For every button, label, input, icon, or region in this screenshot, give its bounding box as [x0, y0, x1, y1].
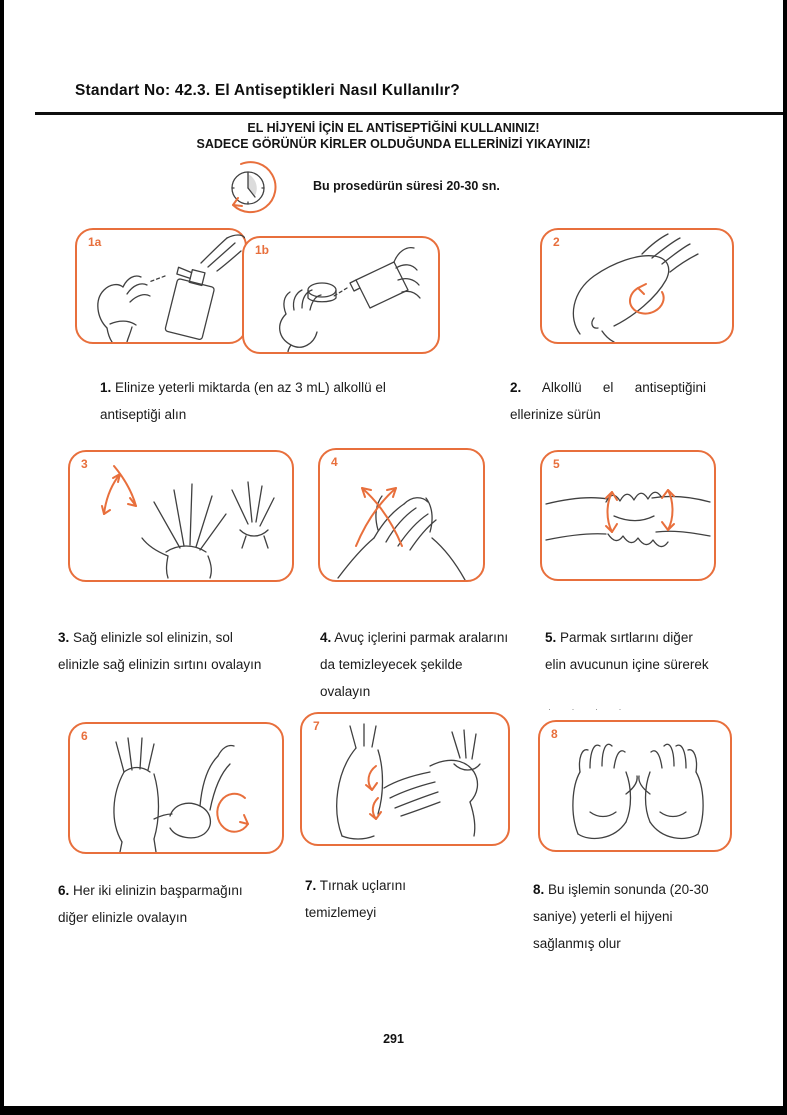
panel-label: 3: [81, 457, 88, 471]
step-number: 8.: [533, 882, 545, 897]
step-text: Avuç içlerini parmak aralarını da temizleyecek şekilde ovalayın: [320, 630, 509, 699]
step-number: 5.: [545, 630, 557, 645]
step-text: Her iki elinizin başparmağını diğer elinizle ovalayın: [58, 883, 243, 925]
step-text: Alkollü el antiseptiğini ellerinize sürün: [510, 380, 706, 422]
panel-5: [540, 450, 716, 581]
page-border-right: [783, 0, 787, 1115]
panel-label: 1a: [88, 235, 102, 249]
step-number: 2.: [510, 380, 522, 395]
step-7-text: [305, 872, 465, 926]
panel-label: 4: [331, 455, 338, 469]
page-border-bottom: [0, 1106, 787, 1115]
step-4-text: [320, 624, 510, 705]
panel-label: 8: [551, 727, 558, 741]
duration-note: Bu prosedürün süresi 20-30 sn.: [313, 179, 500, 193]
step-number: 4.: [320, 630, 332, 645]
step-text: Elinize yeterli miktarda (en az 3 mL) alkollü el antiseptiği alın: [100, 380, 386, 422]
panel-1b: [242, 236, 440, 354]
hands-illustration-5: [542, 452, 714, 579]
panel-7: [300, 712, 510, 846]
panel-2: [540, 228, 734, 344]
step-5-text: [545, 624, 710, 678]
page-number: 291: [383, 1032, 404, 1046]
step-3-text: [58, 624, 273, 678]
step-2-text: [510, 374, 706, 428]
panel-4: [318, 448, 485, 582]
hands-illustration-4: [320, 450, 483, 580]
hands-illustration-3: [70, 452, 292, 580]
panel-8: [538, 720, 732, 852]
step-text: Sağ elinizle sol elinizin, sol elinizle sağ elinizin sırtını ovalayın: [58, 630, 262, 672]
panel-3: [68, 450, 294, 582]
step-6-text: [58, 877, 258, 931]
panel-label: 7: [313, 719, 320, 733]
step-8-text: [533, 876, 713, 957]
page-border-left: [0, 0, 4, 1115]
step-number: 1.: [100, 380, 112, 395]
panel-label: 2: [553, 235, 560, 249]
step-number: 7.: [305, 878, 317, 893]
panel-label: 5: [553, 457, 560, 471]
title-rule: [35, 112, 783, 115]
clock-icon: [220, 158, 284, 218]
step-5-clipped-text: · · · ·: [548, 704, 631, 714]
hands-illustration-8: [540, 722, 730, 850]
page-title: Standart No: 42.3. El Antiseptikleri Nasıl Kullanılır?: [75, 82, 460, 99]
notice-line-2: SADECE GÖRÜNÜR KİRLER OLDUĞUNDA ELLERİNİZİ YIKAYINIZ!: [196, 137, 591, 151]
hands-illustration-1b: [244, 238, 438, 352]
panel-label: 1b: [255, 243, 270, 257]
hands-illustration-2: [542, 230, 732, 342]
step-text: Parmak sırtlarını diğer elin avucunun içine sürerek: [545, 630, 709, 672]
step-1-text: [100, 374, 410, 428]
step-text: Bu işlemin sonunda (20-30 saniye) yeterli el hijyeni sağlanmış olur: [533, 882, 709, 951]
hands-illustration-7: [302, 714, 508, 844]
notice-line-1: EL HİJYENİ İÇİN EL ANTİSEPTİĞİNİ KULLANINIZ!: [247, 121, 540, 135]
panel-1a: [75, 228, 247, 344]
hands-illustration-6: [70, 724, 282, 852]
step-number: 6.: [58, 883, 70, 898]
hands-illustration-1a: [77, 230, 245, 342]
panel-6: [68, 722, 284, 854]
panel-label: 6: [81, 729, 88, 743]
step-number: 3.: [58, 630, 70, 645]
step-text: Tırnak uçlarını temizlemeyi: [305, 878, 407, 920]
